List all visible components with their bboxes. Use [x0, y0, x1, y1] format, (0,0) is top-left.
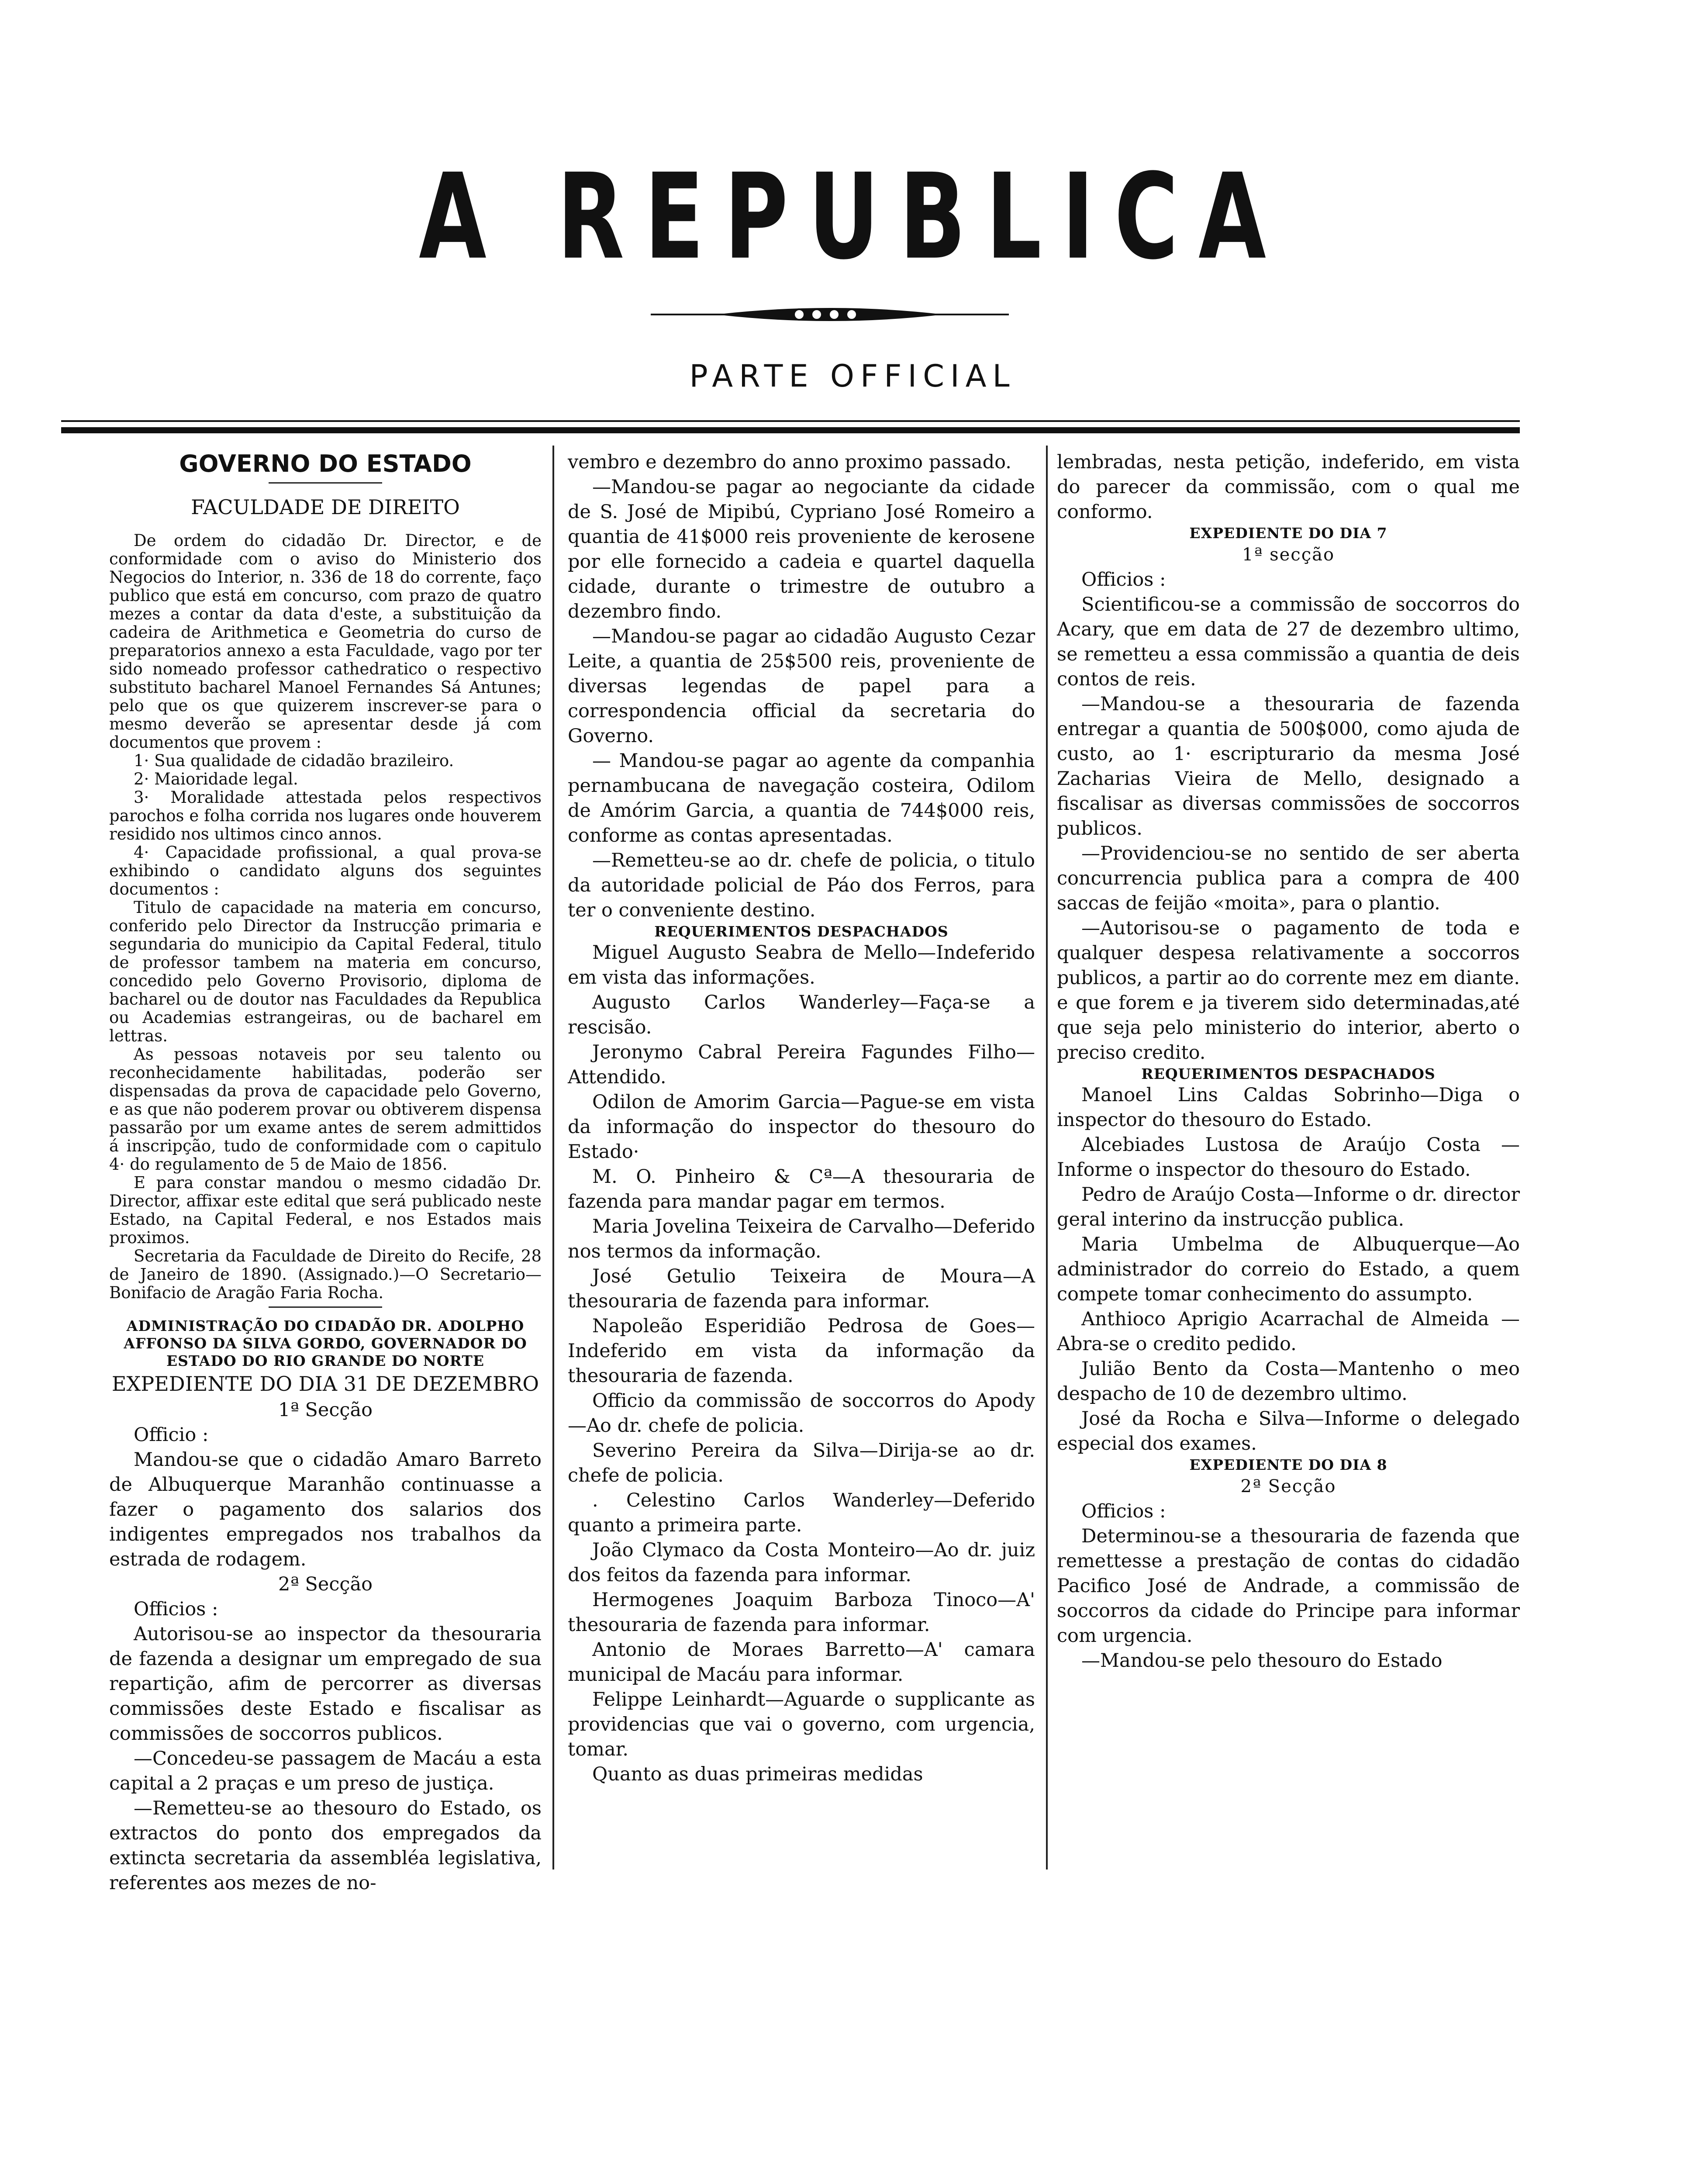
- requerimento-item: Hermogenes Joaquim Barboza Tinoco—A' thesouraria de fazenda para informar.: [568, 1589, 1035, 1636]
- subheading: FACULDADE DE DIREITO: [191, 495, 460, 519]
- divider: [269, 1306, 382, 1308]
- officios-label: Officios :: [134, 1598, 218, 1620]
- column-2: [568, 450, 1035, 1874]
- paragraph: Determinou-se a thesouraria de fazenda que remettesse a prestação de contas do cidadão Pacifico José de Andrade, a commissão de soccorros da cidade do Principe para informar com urgencia.: [1057, 1525, 1520, 1647]
- requerimento-item: Augusto Carlos Wanderley—Faça-se a rescisão.: [568, 992, 1035, 1038]
- expediente-heading: EXPEDIENTE DO DIA 31 DE DEZEMBRO: [111, 1372, 539, 1396]
- column-heading: GOVERNO DO ESTADO: [179, 450, 472, 477]
- officios-label: Officios :: [1081, 569, 1166, 591]
- paragraph: Titulo de capacidade na materia em concurso, conferido pelo Director da Instrucção primaria e segundaria do municipio da Capital Federal, titulo de professor tambem na materia em concurso, concedido pelo Governo Provisorio, diploma de bacharel ou de doutor nas Faculdades da Republica ou Academias estrangeiras, ou de bacharel em lettras.: [109, 898, 542, 1045]
- requerimento-item: Felippe Leinhardt—Aguarde o supplicante as providencias que vai o governo, com urgencia, tomar.: [568, 1689, 1035, 1760]
- paragraph: —Concedeu-se passagem de Macáu a esta capital a 2 praças e um preso de justiça.: [109, 1748, 542, 1794]
- header-rule-thin: [61, 420, 1520, 422]
- paragraph: Scientificou-se a commissão de soccorros do Acary, que em data de 27 de dezembro ultimo, se remetteu a essa commissão a quantia de deis contos de reis.: [1057, 594, 1520, 690]
- newspaper-title: A REPUBLICA: [419, 149, 1286, 286]
- requerimento-item: Severino Pereira da Silva—Dirija-se ao dr. chefe de policia.: [568, 1440, 1035, 1486]
- requerimento-item: Anthioco Aprigio Acarrachal de Almeida —Abra-se o credito pedido.: [1057, 1308, 1520, 1355]
- paragraph: —Mandou-se pagar ao cidadão Augusto Cezar Leite, a quantia de 25$500 reis, proveniente de diversas legendas de papel para a correspondencia official da secretaria do Governo.: [568, 625, 1035, 747]
- officios-label: Officios :: [1081, 1500, 1166, 1522]
- requerimento-item: . Celestino Carlos Wanderley—Deferido quanto a primeira parte.: [568, 1489, 1035, 1536]
- paragraph: — Mandou-se pagar ao agente da companhia pernambucana de navegação costeira, Odilom de Amórim Garcia, a quantia de 744$000 reis, conforme as contas apresentadas.: [568, 750, 1035, 847]
- requerimento-item: Officio da commissão de soccorros do Apody—Ao dr. chefe de policia.: [568, 1390, 1035, 1437]
- requerimento-item: Quanto as duas primeiras medidas: [592, 1763, 923, 1785]
- paragraph: —Mandou-se pelo thesouro do Estado: [1081, 1650, 1443, 1672]
- section-title: PARTE OFFICIAL: [689, 358, 1016, 394]
- list-item: 1· Sua qualidade de cidadão brazileiro.: [134, 751, 454, 770]
- expediente-heading: EXPEDIENTE DO DIA 8: [1189, 1456, 1387, 1473]
- ornament-divider: [651, 301, 1009, 328]
- paragraph: —Mandou-se a thesouraria de fazenda entregar a quantia de 500$000, como ajuda de custo, ao 1· escripturario da mesma José Zacharias Vieira de Mello, designado a fiscalisar as diversas commissões de soccorros publicos.: [1057, 693, 1520, 840]
- requerimentos-heading: REQUERIMENTOS DESPACHADOS: [1141, 1065, 1436, 1082]
- requerimento-item: João Clymaco da Costa Monteiro—Ao dr. juiz dos feitos da fazenda para informar.: [568, 1539, 1035, 1586]
- requerimento-item: Pedro de Araújo Costa—Informe o dr. director geral interino da instrucção publica.: [1057, 1184, 1520, 1230]
- requerimento-item: Julião Bento da Costa—Mantenho o meo despacho de 10 de dezembro ultimo.: [1057, 1358, 1520, 1405]
- paragraph: —Autorisou-se o pagamento de toda e qualquer despesa relativamente a soccorros publicos, a partir ao do corrente mez em diante. e que forem e ja tiverem sido determinadas,até que seja pelo ministerio do interior, aberto o preciso credito.: [1057, 917, 1520, 1064]
- seccao-heading: 1ª Secção: [278, 1399, 373, 1421]
- paragraph: E para constar mandou o mesmo cidadão Dr. Director, affixar este edital que será publicado neste Estado, na Capital Federal, e nos Estados mais proximos.: [109, 1173, 542, 1247]
- paragraph: vembro e dezembro do anno proximo passado.: [568, 451, 1011, 473]
- divider: [269, 482, 382, 484]
- paragraph: lembradas, nesta petição, indeferido, em vista do parecer da commissão, com o qual me conformo.: [1057, 451, 1520, 523]
- list-item: 4· Capacidade profissional, a qual prova-se exhibindo o candidato alguns dos seguintes documentos :: [109, 843, 542, 898]
- paragraph: Mandou-se que o cidadão Amaro Barreto de Albuquerque Maranhão continuasse a fazer o pagamento dos salarios dos indigentes empregados nos trabalhos da estrada de rodagem.: [109, 1449, 542, 1570]
- requerimento-item: Odilon de Amorim Garcia—Pague-se em vista da informação do inspector do thesouro do Estado·: [568, 1091, 1035, 1163]
- requerimento-item: Miguel Augusto Seabra de Mello—Indeferido em vista das informações.: [568, 942, 1035, 988]
- requerimento-item: M. O. Pinheiro & Cª—A thesouraria de fazenda para mandar pagar em termos.: [568, 1166, 1035, 1213]
- requerimento-item: Napoleão Esperidião Pedrosa de Goes—Indeferido em vista da informação da thesouraria de fazenda.: [568, 1315, 1035, 1387]
- requerimento-item: José da Rocha e Silva—Informe o delegado especial dos exames.: [1057, 1408, 1520, 1455]
- paragraph: —Remetteu-se ao thesouro do Estado, os extractos do ponto dos empregados da extincta secretaria da assembléa legislativa, referentes aos mezes de no-: [109, 1797, 542, 1894]
- requerimento-item: José Getulio Teixeira de Moura—A thesouraria de fazenda para informar.: [568, 1265, 1035, 1312]
- requerimento-item: Maria Umbelma de Albuquerque—Ao administrador do correio do Estado, a quem compete tomar conhecimento do assumpto.: [1057, 1234, 1520, 1305]
- requerimento-item: Manoel Lins Caldas Sobrinho—Diga o inspector do thesouro do Estado.: [1057, 1084, 1520, 1131]
- requerimentos-heading: REQUERIMENTOS DESPACHADOS: [654, 923, 949, 940]
- seccao-heading: 1ª secção: [1242, 545, 1335, 565]
- paragraph: As pessoas notaveis por seu talento ou reconhecidamente habilitadas, poderão ser dispensadas da prova de capacidade pelo Governo, e as que não poderem provar ou obtiverem dispensa passarão por um exame antes de serem admittidos á inscripção, tudo de conformidade com o capitulo 4· do regulamento de 5 de Maio de 1856.: [109, 1045, 542, 1174]
- expediente-heading: EXPEDIENTE DO DIA 7: [1189, 525, 1387, 542]
- seccao-heading: 2ª Secção: [278, 1573, 373, 1595]
- requerimento-item: Maria Jovelina Teixeira de Carvalho—Deferido nos termos da informação.: [568, 1216, 1035, 1262]
- requerimento-item: Jeronymo Cabral Pereira Fagundes Filho—Attendido.: [568, 1041, 1035, 1088]
- paragraph: De ordem do cidadão Dr. Director, e de conformidade com o aviso do Ministerio dos Negocios do Interior, n. 336 de 18 do corrente, faço publico que está em concurso, com prazo de quatro mezes a contar da data d'este, a substituição da cadeira de Arithmetica e Geometria do curso de preparatorios annexo a esta Faculdade, vago por ter sido nomeado professor cathedratico o respectivo substituto bacharel Manoel Fernandes Sá Antunes; pelo que os que quizerem inscrever-se para o mesmo deverão se apresentar desde já com documentos que provem :: [109, 531, 542, 752]
- list-item: 2· Maioridade legal.: [134, 770, 298, 788]
- column-1: [109, 450, 542, 1894]
- header-rule-thick: [61, 427, 1520, 433]
- paragraph: —Remetteu-se ao dr. chefe de policia, o titulo da autoridade policial de Páo dos Ferros, para ter o conveniente destino.: [568, 850, 1035, 921]
- paragraph: Autorisou-se ao inspector da thesouraria de fazenda a designar um empregado de sua repartição, afim de percorrer as diversas commissões deste Estado e fiscalisar as commissões de soccorros publicos.: [109, 1623, 542, 1745]
- requerimento-item: Alcebiades Lustosa de Araújo Costa —Informe o inspector do thesouro do Estado.: [1057, 1134, 1520, 1181]
- requerimento-item: Antonio de Moraes Barretto—A' camara municipal de Macáu para informar.: [568, 1639, 1035, 1686]
- column-separator: [552, 446, 554, 1870]
- administration-heading: ADMINISTRAÇÃO DO CIDADÃO DR. ADOLPHO AFFONSO DA SILVA GORDO, GOVERNADOR DO ESTADO DO RIO GRANDE DO NORTE: [124, 1317, 527, 1369]
- column-3: [1057, 450, 1520, 1874]
- paragraph: —Mandou-se pagar ao negociante da cidade de S. José de Mipibú, Cypriano José Romeiro a quantia de 41$000 reis proveniente de kerosene por elle fornecido a cadeia e quartel daquella cidade, durante o trimestre de outubro a dezembro findo.: [568, 476, 1035, 622]
- paragraph: —Providenciou-se no sentido de ser aberta concurrencia publica para a compra de 400 saccas de feijão «moita», para o plantio.: [1057, 843, 1520, 914]
- list-item: 3· Moralidade attestada pelos respectivos parochos e folha corrida nos lugares onde houverem residido nos ultimos cinco annos.: [109, 788, 542, 843]
- officio-label: Officio :: [134, 1424, 209, 1446]
- seccao-heading: 2ª Secção: [1240, 1476, 1336, 1496]
- column-separator: [1046, 446, 1048, 1870]
- signature-paragraph: Secretaria da Faculdade de Direito do Recife, 28 de Janeiro de 1890. (Assignado.)—O Secretario—Bonifacio de Aragão Faria Rocha.: [109, 1247, 542, 1302]
